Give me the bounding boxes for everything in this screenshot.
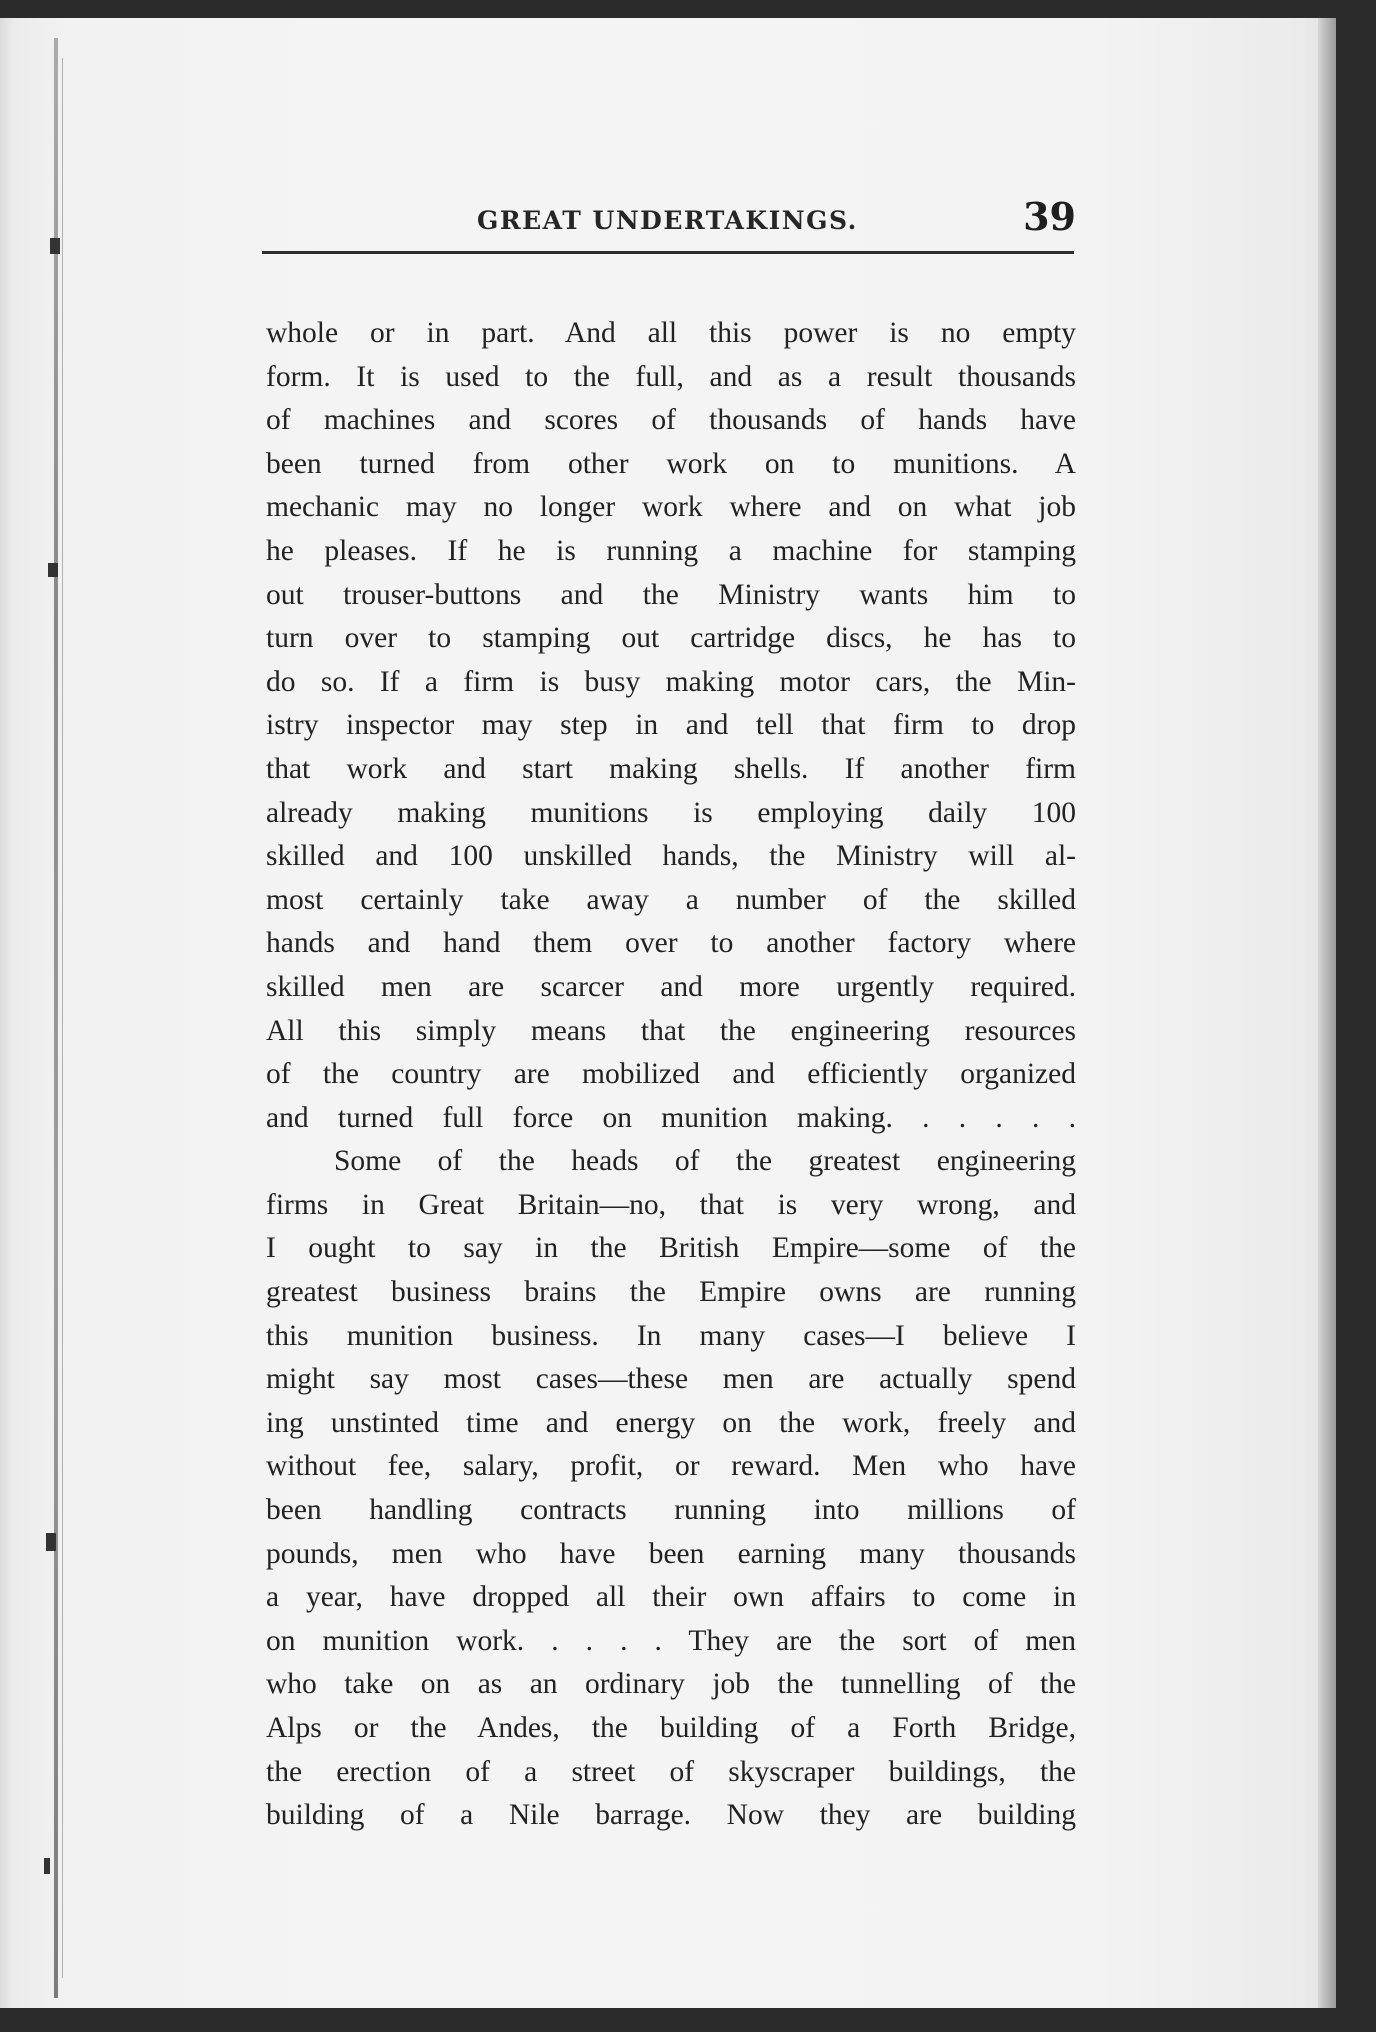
text-line: and turned full force on munition making. . . . . . [266, 1101, 1076, 1134]
text-line: pounds, men who have been earning many thousands [266, 1537, 1076, 1570]
text-line: istry inspector may step in and tell that firm to drop [266, 709, 1076, 742]
header-rule [262, 251, 1074, 254]
binding-mark [48, 563, 58, 577]
text-line: of machines and scores of thousands of hands have [266, 404, 1076, 437]
text-line: Some of the heads of the greatest engineering [334, 1145, 1076, 1178]
text-line: been handling contracts running into millions of [266, 1494, 1076, 1527]
text-line: All this simply means that the engineering resources [266, 1014, 1076, 1047]
text-line: do so. If a firm is busy making motor cars, the Min- [266, 665, 1076, 698]
binding-mark [46, 1533, 56, 1551]
text-line: this munition business. In many cases—I believe I [266, 1319, 1076, 1352]
text-line: who take on as an ordinary job the tunnelling of the [266, 1668, 1076, 1701]
running-head: GREAT UNDERTAKINGS. [477, 206, 858, 235]
book-page [0, 18, 1336, 2008]
paragraph-2 [266, 1140, 1076, 1838]
binding-mark [44, 1858, 50, 1874]
text-line: greatest business brains the Empire owns are running [266, 1276, 1076, 1309]
page-header [262, 194, 1076, 250]
page-number: 39 [1023, 194, 1076, 239]
text-line: of the country are mobilized and efficiently organized [266, 1058, 1076, 1091]
text-line: without fee, salary, profit, or reward. Men who have [266, 1450, 1076, 1483]
text-line: turn over to stamping out cartridge discs, he has to [266, 622, 1076, 655]
text-line: that work and start making shells. If another firm [266, 752, 1076, 785]
text-line: ing unstinted time and energy on the work, freely and [266, 1406, 1076, 1439]
text-line: he pleases. If he is running a machine for stamping [266, 534, 1076, 567]
body-text [266, 312, 1076, 1838]
text-line: skilled and 100 unskilled hands, the Ministry will al- [266, 840, 1076, 873]
text-line: mechanic may no longer work where and on what job [266, 491, 1076, 524]
binding-edge [54, 38, 58, 1998]
text-line: been turned from other work on to munitions. A [266, 447, 1076, 480]
text-line: out trouser-buttons and the Ministry wants him to [266, 578, 1076, 611]
text-line: most certainly take away a number of the skilled [266, 883, 1076, 916]
page-right-edge [1318, 18, 1336, 2008]
text-line: I ought to say in the British Empire—some of the [266, 1232, 1076, 1265]
binding-mark [50, 238, 60, 254]
text-line: building of a Nile barrage. Now they are building [266, 1799, 1076, 1832]
text-line: form. It is used to the full, and as a result thousands [266, 360, 1076, 393]
text-line: hands and hand them over to another factory where [266, 927, 1076, 960]
text-line: skilled men are scarcer and more urgently required. [266, 970, 1076, 1003]
text-line: a year, have dropped all their own affairs to come in [266, 1581, 1076, 1614]
text-line: might say most cases—these men are actually spend [266, 1363, 1076, 1396]
text-line: the erection of a street of skyscraper buildings, the [266, 1755, 1076, 1788]
text-line: whole or in part. And all this power is no empty [266, 317, 1076, 349]
text-line: Alps or the Andes, the building of a Forth Bridge, [266, 1712, 1076, 1744]
paragraph-1 [266, 312, 1076, 1140]
binding-crease [62, 58, 63, 1978]
text-line: on munition work. . . . . They are the sort of men [266, 1624, 1076, 1657]
text-line: already making munitions is employing daily 100 [266, 796, 1076, 829]
text-line: firms in Great Britain—no, that is very wrong, and [266, 1188, 1076, 1221]
